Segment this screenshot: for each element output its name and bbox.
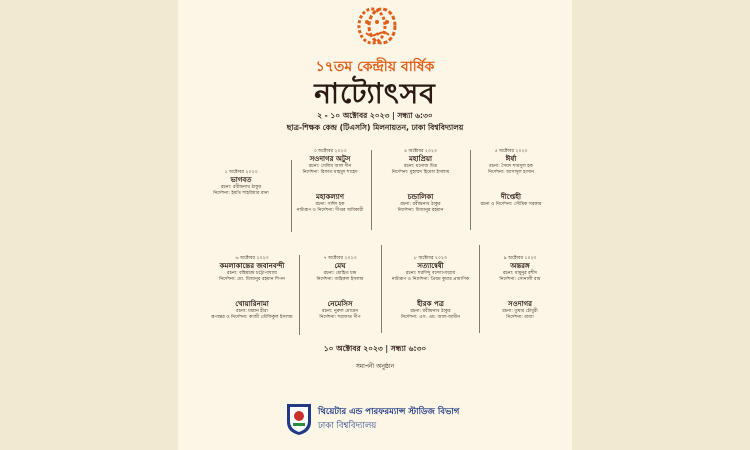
play-entry: ২ অক্টোবর ২০২৩ ভাগবত রচনা: রবীন্দ্রনাথ ঠাকুর নির্দেশনা: ইমতি শাহরিয়ার রানা [213, 170, 269, 196]
festival-title: নাট্যোৎসব [314, 77, 436, 110]
festival-subtitle: ১৭তম কেন্দ্রীয় বার্ষিক [315, 59, 435, 75]
play-entry: সওদাগর রচনা: তুষার চৌধুরী নির্দেশনা: রাজা [502, 300, 538, 320]
play-entry: ৩ অক্টোবর ২০২৩ সওদাগর অটুস রচনা: সেলিম আল দীন নির্দেশনা: রিফাত মাহমুদ শাহেদ [302, 149, 358, 175]
closing-dates: ১০ অক্টোবর ২০২৩ | সন্ধ্যা ৬:৩০ [323, 344, 427, 353]
divider [371, 150, 372, 230]
play-entry: ৪ অক্টোবর ২০২৩ মহাপ্রিয়া রচনা: মনোজ মিত্র নির্দেশনা: মুহাম্মদ হিমেল ইসলাম [391, 149, 450, 175]
play-entry: ৬ অক্টোবর ২০২৩ কমলাকান্তের জবানবন্দী রচনা: বঙ্কিমচন্দ্র চট্টোপাধ্যায় নির্দেশনা: মো. মিজানুর রহমান শিপন [219, 256, 285, 282]
play-entry: হীরক পত্র রচনা: রবীন্দ্রনাথ ঠাকুর নির্দেশনা: এস. এম. আল-আমীন [401, 300, 460, 320]
divider [291, 160, 292, 232]
festival-poster [178, 0, 572, 450]
divider [479, 245, 480, 333]
divider [381, 245, 382, 333]
theatre-masks-icon [353, 4, 401, 50]
play-entry: নেমেসিস রচনা: নুরুল মোমেন নির্দেশনা: শরাফাত দীপ [319, 300, 361, 320]
play-entry: ৫ অক্টোবর ২০২৩ ঈর্ষা রচনা: সৈয়দ শামসুল হক নির্দেশনা: আসাদুল হাসান [488, 149, 534, 175]
play-entry: খোয়ারিনামা রচনা: মান্নান হীরা রূপান্তর ও নির্দেশনা: কাজী তৌফিকুল ইসলাম [211, 300, 293, 320]
play-entry: দীপ্তেহী রচনা ও নির্দেশনা: সৌমিক সরকার [480, 193, 542, 207]
play-entry: মহাকল্যাণ রচনা: সাঈদ হক নাট্যরূপ ও নির্দেশনা: দীপ্তর অধিকারী [296, 193, 364, 213]
divider [470, 150, 471, 230]
right-margin [572, 0, 750, 450]
divider [299, 255, 300, 335]
university-seal-icon [285, 402, 313, 436]
play-entry: ৭ অক্টোবর ২০২৩ মেঘ রচনা: মোহিত চন্দ্র নির্দেশনা: জহিরুল ইসলাম [316, 256, 364, 282]
university-name: ঢাকা বিশ্ববিদ্যালয় [318, 421, 377, 431]
play-entry: ৮ অক্টোবর ২০২৩ সত্যান্বেষী রচনা: শরদিন্দু বন্দ্যোপাধ্যায় নাট্যরূপ ও নির্দেশনা: প্রিয়ম কুমার প্রামাণিক [391, 256, 470, 282]
festival-venue: ছাত্র-শিক্ষক কেন্দ্র (টিএসসি) মিলনায়তন, ঢাকা বিশ্ববিদ্যালয় [286, 123, 464, 132]
left-margin [0, 0, 178, 450]
department-name: থিয়েটার এন্ড পারফরম্যান্স স্টাডিজ বিভাগ [318, 407, 460, 417]
closing-ceremony: সমাপনী অনুষ্ঠান [355, 363, 395, 370]
play-entry: ৯ অক্টোবর ২০২৩ অন্তরঙ্গ রচনা: মামুনুর রশীদ নির্দেশনা: সোনালী রায় [499, 256, 541, 282]
festival-dates: ২ - ১০ অক্টোবর ২০২৩ | সন্ধ্যা ৬:৩০ [317, 111, 433, 120]
play-entry: চন্ডালিকা রচনা: রবীন্দ্রনাথ ঠাকুর নির্দেশনা: মিজানুর রহমান [397, 193, 444, 213]
